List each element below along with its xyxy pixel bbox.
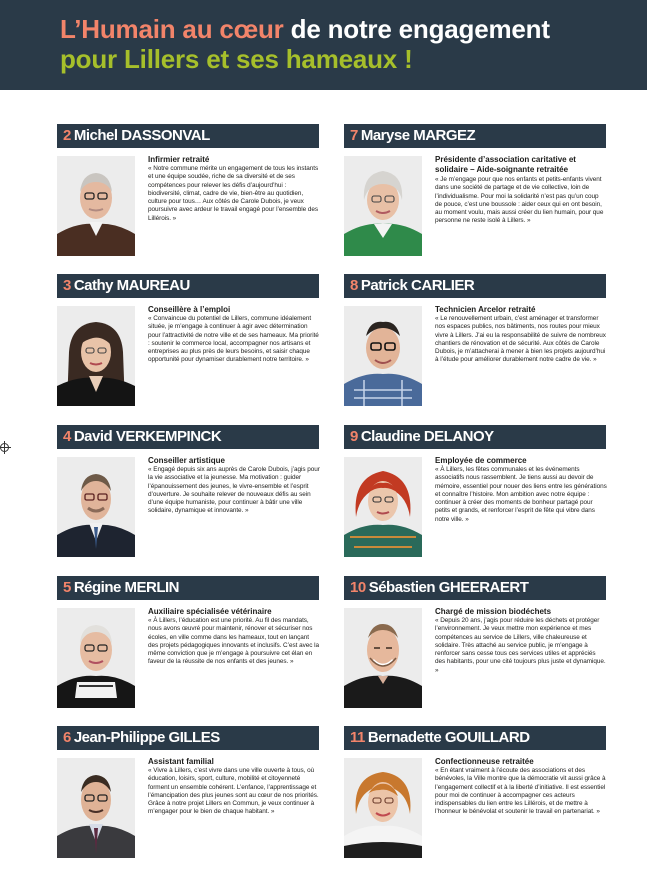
candidate-quote: « À Lillers, l’éducation est une priorité. Au fil des mandats, nous avons œuvré pour maintenir, rénover et sécuriser nos écoles, en ville comme dans les hameaux, tout en lançant des projets pédagogiques innovants et inclusifs. C’est avec la même conviction que je m’engage à poursuivre cet élan en faveur de la réussite de nos enfants et des jeunes. » bbox=[148, 617, 319, 666]
candidate-name: Jean-Philippe GILLES bbox=[73, 729, 220, 746]
candidate-number: 6 bbox=[63, 729, 71, 746]
candidate-photo bbox=[57, 156, 135, 256]
candidate-card bbox=[344, 124, 606, 264]
candidate-card bbox=[57, 576, 319, 716]
candidate-photo bbox=[57, 608, 135, 708]
candidate-number: 8 bbox=[350, 277, 358, 294]
candidate-quote: « Je m’engage pour que nos enfants et petits-enfants vivent dans une société de partage et de vie collective, loin de l’individualisme. Pour moi la solidarité n’est pas qu’un coup de pouce, c’est une boussole : aider ceux qui en ont besoin, au moment voulu, mais aussi créer du lien humain, pour que personne ne reste isolé à Lillers. » bbox=[435, 176, 604, 225]
candidate-quote: « Engagé depuis six ans auprès de Carole Dubois, j’agis pour la vie associative et la jeunesse. Ma motivation : guider l’épanouissement des jeunes, le vivre-ensemble et l’esprit d’ouverture. Je souhaite relever de nouveaux défis au sein d’une équipe humaniste, pour continuer à bâtir une ville solidaire, dynamique et innovante. » bbox=[148, 466, 320, 515]
candidate-job: Assistant familial bbox=[148, 757, 214, 766]
candidate-name: Cathy MAUREAU bbox=[73, 277, 190, 294]
candidate-photo bbox=[57, 758, 135, 858]
candidate-name: Régine MERLIN bbox=[73, 579, 180, 596]
candidate-job: Conseillère à l’emploi bbox=[148, 305, 231, 314]
candidate-card bbox=[57, 425, 319, 565]
candidate-photo bbox=[344, 608, 422, 708]
candidate-job: Employée de commerce bbox=[435, 456, 527, 465]
candidate-number: 7 bbox=[350, 127, 358, 144]
candidate-job: Confectionneuse retraitée bbox=[435, 757, 534, 766]
headline-part2: de notre engagement bbox=[290, 14, 550, 44]
candidate-photo bbox=[344, 306, 422, 406]
candidate-name-bar bbox=[57, 274, 319, 298]
candidate-number: 9 bbox=[350, 428, 358, 445]
candidate-name: Patrick CARLIER bbox=[360, 277, 475, 294]
candidate-job: Auxiliaire spécialisée vétérinaire bbox=[148, 607, 272, 616]
candidate-number: 4 bbox=[63, 428, 71, 445]
candidate-quote: « Notre commune mérite un engagement de tous les instants et une équipe soudée, riche de sa diversité et de ses compétences pour relever les défis d’aujourd’hui : biodiversité, climat, cadre de vie, bien-être au quotidien, culture pour tous… Aux côtés de Carole Dubois, je veux poursuivre avec ardeur le travail engagé pour l’ensemble des Lillérois. » bbox=[148, 165, 319, 222]
candidate-name: David VERKEMPINCK bbox=[73, 428, 222, 445]
candidate-name-bar bbox=[57, 425, 319, 449]
candidate-quote: « À Lillers, les fêtes communales et les événements associatifs nous rassemblent. Je tiens aussi au devoir de mémoire, essentiel pour nouer des liens entre les générations et connaître l’histoire. Mon ambition avec notre équipe : continuer à créer des moments de bonheur partagé pour petits et grands, et renforcer l’esprit de fête qui vibre dans notre ville. » bbox=[435, 466, 607, 523]
candidate-name-bar bbox=[344, 274, 606, 298]
candidate-name-bar bbox=[57, 124, 319, 148]
headline-line2: pour Lillers et ses hameaux ! bbox=[60, 44, 413, 74]
candidate-name: Michel DASSONVAL bbox=[73, 127, 210, 144]
candidate-card bbox=[57, 274, 319, 414]
candidate-number: 2 bbox=[63, 127, 71, 144]
candidate-job: Infirmier retraité bbox=[148, 155, 210, 164]
candidate-number: 11 bbox=[350, 729, 365, 746]
candidate-quote: « En étant vraiment à l’écoute des associations et des bénévoles, la Ville montre que la démocratie vit aussi grâce à l’engagement collectif et à la liberté d’initiative. Il est essentiel pour moi de continuer à accompagner ces acteurs indispensables du lien entre les Lillérois, et de mettre à l’honneur le bénévolat et soutenir le travail en partenariat. » bbox=[435, 767, 606, 816]
candidate-photo bbox=[344, 758, 422, 858]
candidate-card bbox=[344, 425, 606, 565]
candidate-name: Maryse MARGEZ bbox=[360, 127, 476, 144]
candidate-job: Présidente d’association caritative et solidaire – Aide-soignante retraitée bbox=[435, 155, 576, 174]
headline bbox=[60, 14, 647, 44]
candidate-card bbox=[57, 726, 319, 866]
candidate-name: Claudine DELANOY bbox=[360, 428, 494, 445]
candidate-card bbox=[344, 726, 606, 866]
candidate-name-bar bbox=[344, 726, 606, 750]
candidate-job: Chargé de mission biodéchets bbox=[435, 607, 552, 616]
candidate-job: Conseiller artistique bbox=[148, 456, 225, 465]
candidate-photo bbox=[344, 156, 422, 256]
candidate-photo bbox=[57, 457, 135, 557]
candidate-name: Sébastien GHEERAERT bbox=[368, 579, 529, 596]
candidate-number: 5 bbox=[63, 579, 71, 596]
candidate-photo bbox=[344, 457, 422, 557]
candidate-number: 10 bbox=[350, 579, 366, 596]
header-banner bbox=[0, 0, 647, 90]
candidate-number: 3 bbox=[63, 277, 71, 294]
candidate-quote: « Vivre à Lillers, c’est vivre dans une ville ouverte à tous, où éducation, loisirs, sport, culture, mobilité et citoyenneté forment un ensemble cohérent. L’enfance, l’apprentissage et l’émancipation des plus jeunes sont au cœur de nos priorités. Grâce à notre projet Lillers en Commun, je veux continuer à m’engager pour le bien de chaque habitant. » bbox=[148, 767, 319, 816]
candidate-quote: « Convaincue du potentiel de Lillers, commune idéalement située, je m’engage à continuer à agir avec détermination pour l’attractivité de notre ville et de ses hameaux. Ma priorité : soutenir le commerce local, accompagner nos artisans et entreprises au plus près de leurs besoins, et saisir chaque opportunité pour dynamiser durablement notre territoire. » bbox=[148, 315, 319, 364]
candidate-card bbox=[57, 124, 319, 264]
candidate-quote: « Depuis 20 ans, j’agis pour réduire les déchets et protéger l’environnement. Je veux mettre mon expérience et mes compétences au service de Lillers, ville chaleureuse et solidaire. Très attaché au service public, je m’engage à renforcer sans cesse tous ces services utiles et appréciés des habitants, pour une cité toujours plus juste et dynamique. » bbox=[435, 617, 606, 674]
candidate-name-bar bbox=[344, 576, 606, 600]
candidate-name: Bernadette GOUILLARD bbox=[367, 729, 530, 746]
candidate-name-bar bbox=[344, 425, 606, 449]
candidate-photo bbox=[57, 306, 135, 406]
candidate-name-bar bbox=[57, 576, 319, 600]
candidate-name-bar bbox=[344, 124, 606, 148]
crosshair-icon bbox=[0, 443, 9, 452]
candidate-job: Technicien Arcelor retraité bbox=[435, 305, 536, 314]
candidate-card bbox=[344, 274, 606, 414]
candidate-quote: « Le renouvellement urbain, c’est aménager et transformer nos espaces publics, nos bâtiments, nos routes pour mieux vivre à Lillers. J’ai eu la responsabilité de suivre de nombreux chantiers de rénovation et de sécurité. Aux côtés de Carole Dubois, je m’attacherai à mener à bien les projets aujourd’hui à l’étude pour améliorer durablement notre cadre de vie. » bbox=[435, 315, 606, 364]
headline-part1: L’Humain au cœur bbox=[60, 14, 284, 44]
candidate-name-bar bbox=[57, 726, 319, 750]
candidate-card bbox=[344, 576, 606, 716]
